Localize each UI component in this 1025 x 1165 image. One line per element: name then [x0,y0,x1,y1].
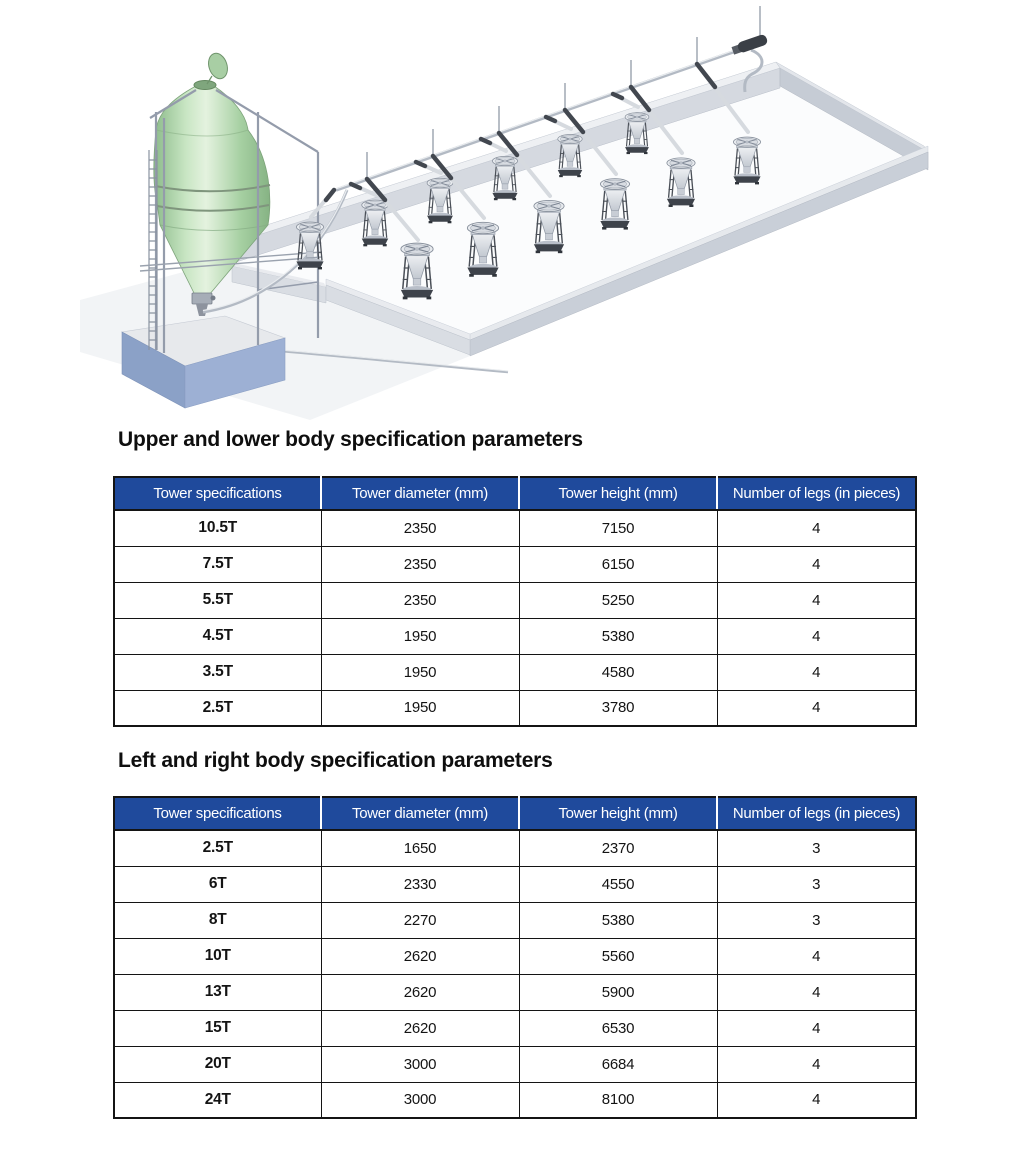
table-cell: 4 [717,1046,916,1082]
table-cell: 2350 [321,510,519,546]
column-header: Tower height (mm) [519,797,717,830]
drop-tube [546,117,571,129]
spec-table-left-right [113,796,917,1119]
silo-cap [194,81,216,90]
table-cell: 6150 [519,546,717,582]
section-title-upper-lower: Upper and lower body specification parameters [118,428,583,451]
table-cell: 8100 [519,1082,717,1118]
table-row [114,938,916,974]
section-title-left-right: Left and right body specification parameters [118,749,553,772]
table-row [114,902,916,938]
table-cell: 4 [717,654,916,690]
table-cell: 3 [717,902,916,938]
table-cell: 3 [717,830,916,866]
table-cell: 10.5T [114,510,321,546]
header-row [114,797,916,830]
table-cell: 2330 [321,866,519,902]
column-header: Tower diameter (mm) [321,797,519,830]
table-row [114,618,916,654]
spec-section-left-right [0,749,1025,1119]
table-cell: 2350 [321,582,519,618]
table-row [114,974,916,1010]
column-header: Tower height (mm) [519,477,717,510]
table-cell: 3000 [321,1046,519,1082]
table-cell: 2620 [321,938,519,974]
table-row [114,690,916,726]
table-cell: 15T [114,1010,321,1046]
table-cell: 2370 [519,830,717,866]
table-cell: 13T [114,974,321,1010]
table-cell: 4.5T [114,618,321,654]
table-cell: 20T [114,1046,321,1082]
table-cell: 2620 [321,974,519,1010]
table-row [114,830,916,866]
feeding-system-illustration [0,0,1025,420]
column-header: Number of legs (in pieces) [717,797,916,830]
table-row [114,1010,916,1046]
feed-motor [731,33,769,55]
table-cell: 1950 [321,654,519,690]
table-row [114,866,916,902]
column-header: Tower diameter (mm) [321,477,519,510]
drop-tube [613,94,638,107]
spec-table-upper-lower [113,476,917,727]
table-cell: 5560 [519,938,717,974]
table-cell: 7150 [519,510,717,546]
table-row [114,1082,916,1118]
table-cell: 4580 [519,654,717,690]
drop-tube [481,139,506,151]
table-row [114,510,916,546]
table-cell: 6684 [519,1046,717,1082]
table-cell: 6530 [519,1010,717,1046]
table-cell: 2.5T [114,830,321,866]
table-cell: 4 [717,582,916,618]
table-cell: 4 [717,690,916,726]
table-cell: 5.5T [114,582,321,618]
table-cell: 6T [114,866,321,902]
table-cell: 4 [717,938,916,974]
table-cell: 4 [717,618,916,654]
table-cell: 3780 [519,690,717,726]
column-header: Number of legs (in pieces) [717,477,916,510]
column-header: Tower specifications [114,477,321,510]
table-cell: 3.5T [114,654,321,690]
table-row [114,546,916,582]
table-cell: 5380 [519,902,717,938]
header-row [114,477,916,510]
table-cell: 5380 [519,618,717,654]
table-cell: 10T [114,938,321,974]
table-cell: 3 [717,866,916,902]
table-cell: 8T [114,902,321,938]
column-header: Tower specifications [114,797,321,830]
table-cell: 24T [114,1082,321,1118]
table-cell: 2350 [321,546,519,582]
table-cell: 7.5T [114,546,321,582]
silo-lid [205,51,230,81]
table-cell: 2.5T [114,690,321,726]
table-cell: 1950 [321,690,519,726]
table-cell: 3000 [321,1082,519,1118]
table-cell: 4 [717,1010,916,1046]
spec-section-upper-lower [0,428,1025,727]
table-row [114,582,916,618]
table-cell: 5900 [519,974,717,1010]
table-row [114,1046,916,1082]
table-cell: 4550 [519,866,717,902]
table-cell: 4 [717,974,916,1010]
table-cell: 1950 [321,618,519,654]
table-cell: 2620 [321,1010,519,1046]
table-cell: 5250 [519,582,717,618]
table-cell: 2270 [321,902,519,938]
table-cell: 4 [717,510,916,546]
table-cell: 1650 [321,830,519,866]
table-cell: 4 [717,1082,916,1118]
table-cell: 4 [717,546,916,582]
table-row [114,654,916,690]
